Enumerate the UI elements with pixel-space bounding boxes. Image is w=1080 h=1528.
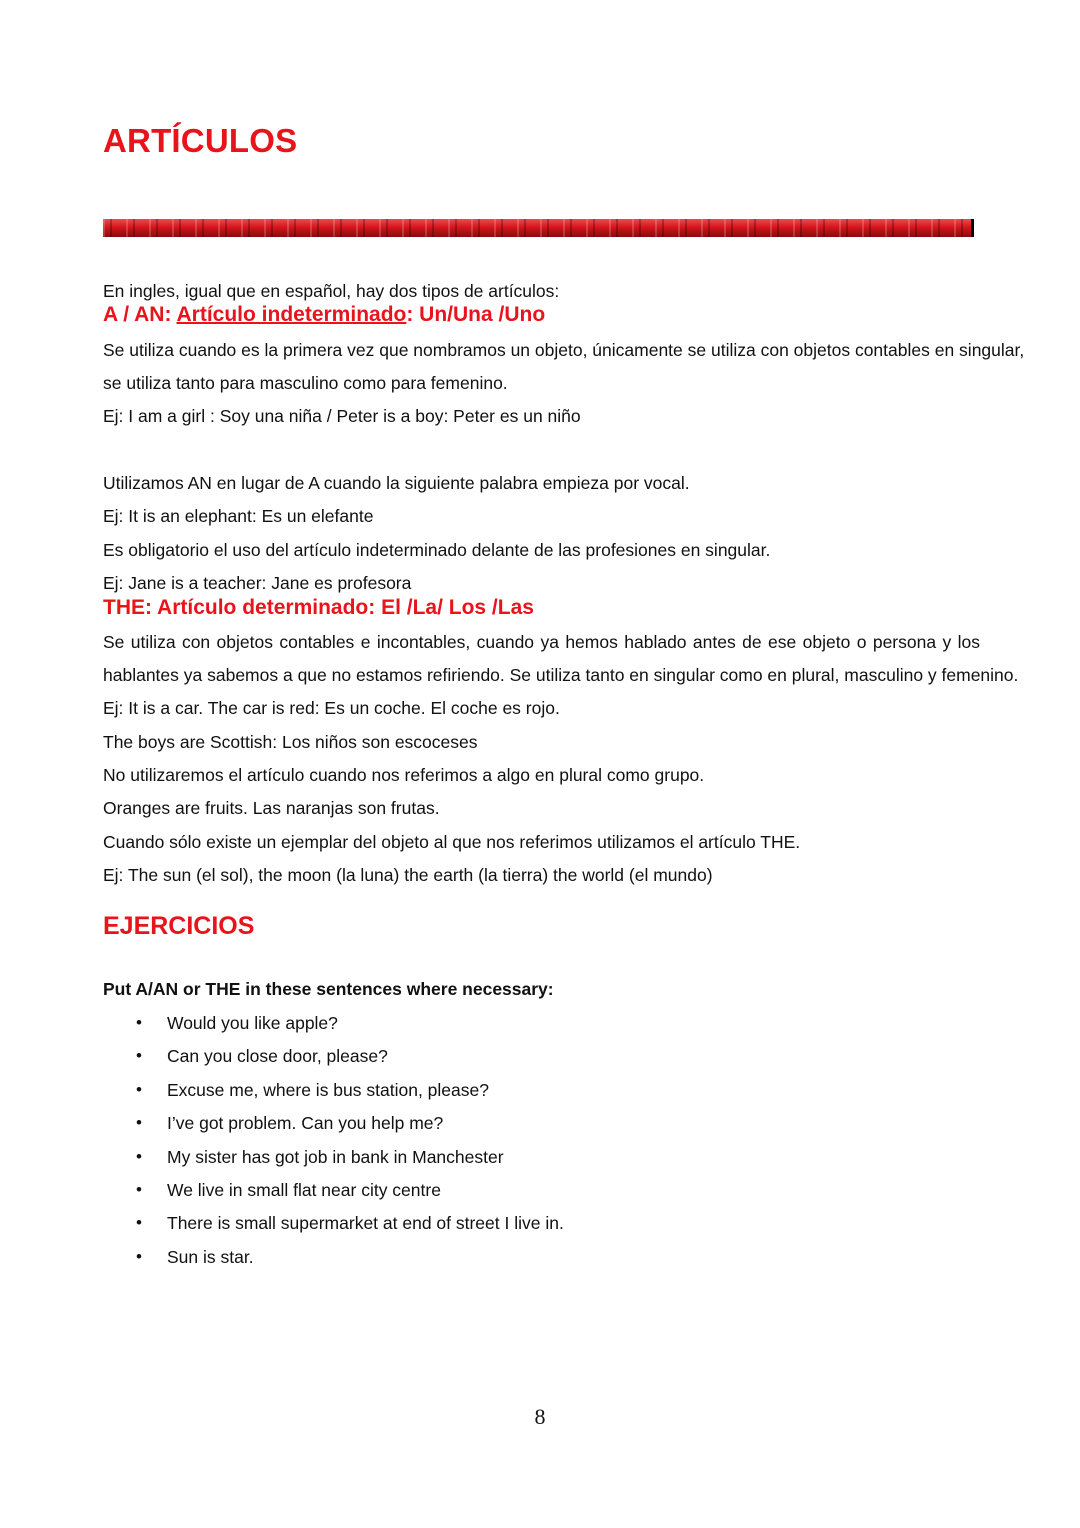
indefinite-example-1: Ej: I am a girl : Soy una niña / Peter is a boy: Peter es un niño [103, 406, 581, 426]
exercise-item: • Excuse me, where is bus station, please? [103, 1077, 564, 1110]
exercise-list [103, 1010, 564, 1277]
page-title: ARTÍCULOS [103, 122, 298, 159]
indefinite-text-3: Utilizamos AN en lugar de A cuando la siguiente palabra empieza por vocal. [103, 473, 690, 493]
definite-text-4: Cuando sólo existe un ejemplar del objeto al que nos referimos utilizamos el artículo THE. [103, 832, 801, 852]
definite-heading: THE: Artículo determinado: El /La/ Los /Las [103, 596, 534, 619]
indefinite-text-2: se utiliza tanto para masculino como para femenino. [103, 373, 508, 393]
exercise-item: • We live in small flat near city centre [103, 1177, 564, 1210]
exercise-item: • Sun is star. [103, 1244, 564, 1277]
exercise-instruction: Put A/AN or THE in these sentences where necessary: [103, 979, 554, 999]
exercise-item: • Can you close door, please? [103, 1043, 564, 1076]
exercise-item: • My sister has got job in bank in Manchester [103, 1144, 564, 1177]
exercise-item: • Would you like apple? [103, 1010, 564, 1043]
indefinite-text-1: Se utiliza cuando es la primera vez que nombramos un objeto, únicamente se utiliza con objetos contables en singular, [103, 340, 1025, 360]
indefinite-text-4: Es obligatorio el uso del artículo indeterminado delante de las profesiones en singular. [103, 540, 771, 560]
page-number: 8 [534, 1404, 546, 1429]
definite-example-3: Oranges are fruits. Las naranjas son frutas. [103, 798, 440, 818]
indefinite-heading-suffix: : Un/Una /Uno [406, 303, 546, 326]
indefinite-heading [103, 303, 545, 327]
intro-text: En ingles, igual que en español, hay dos tipos de artículos: [103, 281, 560, 301]
definite-example-2: The boys are Scottish: Los niños son escoceses [103, 732, 478, 752]
decorative-divider [103, 219, 974, 237]
indefinite-example-2: Ej: It is an elephant: Es un elefante [103, 506, 374, 526]
definite-text-1: Se utiliza con objetos contables e incontables, cuando ya hemos hablado antes de ese objeto o persona y los [103, 632, 980, 652]
definite-example-4: Ej: The sun (el sol), the moon (la luna) the earth (la tierra) the world (el mundo) [103, 865, 713, 885]
indefinite-example-3: Ej: Jane is a teacher: Jane es profesora [103, 573, 412, 593]
exercise-item: • I’ve got problem. Can you help me? [103, 1110, 564, 1143]
definite-text-2: hablantes ya sabemos a que no estamos refiriendo. Se utiliza tanto en singular como en plural, masculino y femenino. [103, 665, 1019, 685]
indefinite-heading-prefix: A / AN: [103, 303, 177, 326]
definite-example-1: Ej: It is a car. The car is red: Es un coche. El coche es rojo. [103, 698, 560, 718]
definite-text-3: No utilizaremos el artículo cuando nos referimos a algo en plural como grupo. [103, 765, 705, 785]
exercise-item: • There is small supermarket at end of street I live in. [103, 1210, 564, 1243]
exercises-heading: EJERCICIOS [103, 912, 255, 940]
indefinite-heading-underlined: Artículo indeterminado [176, 303, 407, 326]
